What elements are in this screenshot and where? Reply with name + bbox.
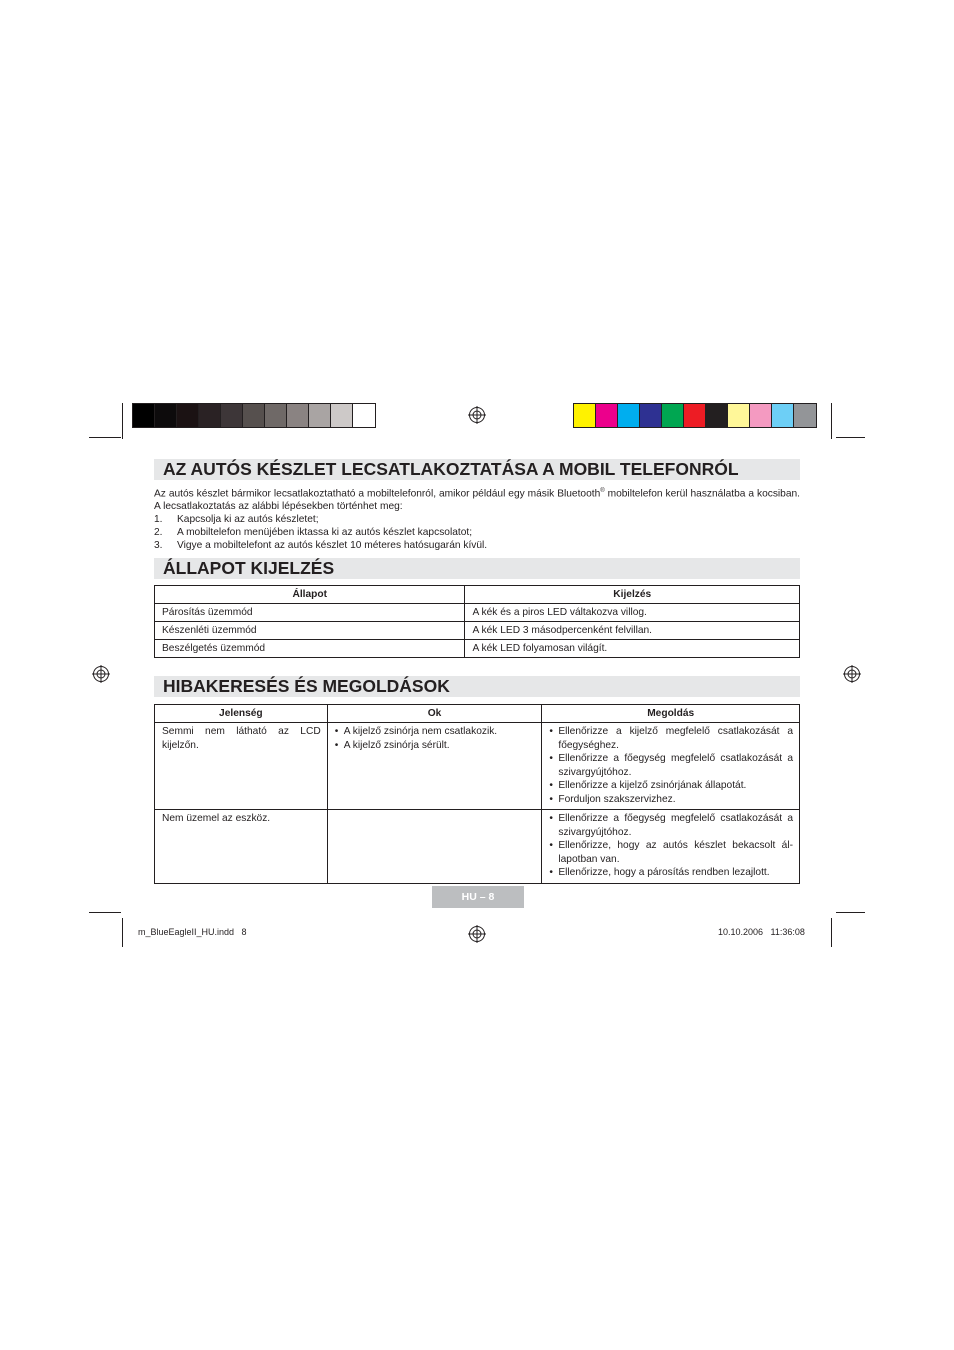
color-swatch	[728, 404, 750, 427]
list-item: 3. Vigye a mobiltelefont az autós készlet 10 méteres hatósugarán kívül.	[154, 540, 488, 552]
registration-mark-icon	[468, 925, 486, 943]
crop-mark	[831, 918, 832, 947]
list-item: • Ellenőrizze a főegység megfelelő csatlakozását a szivargyújtóhoz.	[549, 753, 793, 778]
color-swatch	[287, 404, 309, 427]
table-row: Párosítás üzemmód A kék és a piros LED váltakozva villog.	[155, 604, 800, 622]
section-heading-troubleshooting: HIBAKERESÉS ÉS MEGOLDÁSOK	[154, 676, 800, 697]
column-header: Kijelzés	[465, 586, 800, 604]
crop-mark	[836, 912, 865, 913]
column-header: Állapot	[155, 586, 465, 604]
solution-cell	[542, 810, 800, 884]
steps-list	[154, 513, 800, 552]
column-header: Megoldás	[542, 705, 800, 723]
section-heading-status: ÁLLAPOT KIJELZÉS	[154, 558, 800, 579]
color-swatch	[353, 404, 375, 427]
page-number-badge: HU – 8	[432, 886, 524, 908]
color-swatch	[265, 404, 287, 427]
crop-mark	[836, 437, 865, 438]
intro-paragraph	[154, 485, 800, 513]
table-row: Beszélgetés üzemmód A kék LED folyamosan világít.	[155, 640, 800, 658]
list-item: • Ellenőrizze a kijelző megfelelő csatlakozását a főegységhez.	[549, 726, 793, 751]
color-swatch	[772, 404, 794, 427]
color-swatch	[177, 404, 199, 427]
crop-mark	[122, 918, 123, 947]
color-swatch	[706, 404, 728, 427]
status-table	[154, 585, 800, 658]
list-item: • Forduljon szakszervizhez.	[549, 793, 676, 805]
slug-filename: m_BlueEagleII_HU.indd 8	[138, 927, 247, 937]
list-item: • A kijelző zsinórja nem csatlakozik.	[334, 726, 498, 737]
registration-mark-icon	[843, 665, 861, 683]
intro-text: Az autós készlet bármikor lecsatlakoztatható a mobiltelefonról, amikor például egy másik Bluetooth	[154, 488, 601, 500]
color-swatch	[133, 404, 155, 427]
list-item: • A kijelző zsinórja sérült.	[334, 739, 450, 751]
cause-cell	[327, 810, 542, 884]
column-header: Ok	[327, 705, 542, 723]
table-header-row	[155, 586, 800, 604]
crop-mark	[122, 403, 123, 439]
crop-mark	[89, 912, 121, 913]
color-swatch	[662, 404, 684, 427]
symptom-cell: Semmi nem látható az LCD kijelzőn.	[155, 723, 328, 810]
intro-text: mobiltelefon kerül használatba a kocsiban. A lecsatlakoztatás az alábbi lépésekben történhet meg:	[154, 488, 801, 513]
crop-mark	[831, 403, 832, 439]
list-item: • Ellenőrizze a kijelző zsinórjának állapotát.	[549, 780, 747, 791]
color-swatch	[155, 404, 177, 427]
color-swatch	[684, 404, 706, 427]
table-row	[155, 810, 800, 884]
cause-cell	[327, 723, 542, 810]
solution-cell	[542, 723, 800, 810]
column-header: Jelenség	[155, 705, 328, 723]
table-header-row	[155, 705, 800, 723]
list-item: • Ellenőrizze, hogy a párosítás rendben lezajlott.	[549, 867, 770, 878]
section-heading-disconnect: AZ AUTÓS KÉSZLET LECSATLAKOZTATÁSA A MOBIL TELEFONRÓL	[154, 459, 800, 480]
registered-mark: ®	[600, 488, 605, 494]
color-swatch	[243, 404, 265, 427]
color-swatch	[794, 404, 816, 427]
color-swatch	[199, 404, 221, 427]
color-swatch	[331, 404, 353, 427]
color-swatch	[309, 404, 331, 427]
registration-mark-icon	[468, 406, 486, 424]
crop-mark	[89, 437, 121, 438]
list-item: 1. Kapcsolja ki az autós készletet;	[154, 514, 319, 526]
table-row: Készenléti üzemmód A kék LED 3 másodpercenként felvillan.	[155, 622, 800, 640]
list-item: • Ellenőrizze, hogy az autós készlet bekacsolt ál-lapotban van.	[549, 840, 793, 865]
color-swatch	[596, 404, 618, 427]
grayscale-color-bar	[132, 403, 376, 428]
color-swatch	[618, 404, 640, 427]
troubleshooting-table	[154, 704, 800, 884]
slug-timestamp: 10.10.2006 11:36:08	[718, 927, 805, 937]
disconnect-text	[154, 485, 800, 552]
list-item: • Ellenőrizze a főegység megfelelő csatlakozását a szivargyújtóhoz.	[549, 813, 793, 838]
symptom-cell: Nem üzemel az eszköz.	[155, 810, 328, 884]
process-color-bar	[573, 403, 817, 428]
registration-mark-icon	[92, 665, 110, 683]
color-swatch	[221, 404, 243, 427]
color-swatch	[750, 404, 772, 427]
table-row	[155, 723, 800, 810]
list-item: 2. A mobiltelefon menüjében iktassa ki az autós készlet kapcsolatot;	[154, 527, 473, 539]
color-swatch	[640, 404, 662, 427]
color-swatch	[574, 404, 596, 427]
